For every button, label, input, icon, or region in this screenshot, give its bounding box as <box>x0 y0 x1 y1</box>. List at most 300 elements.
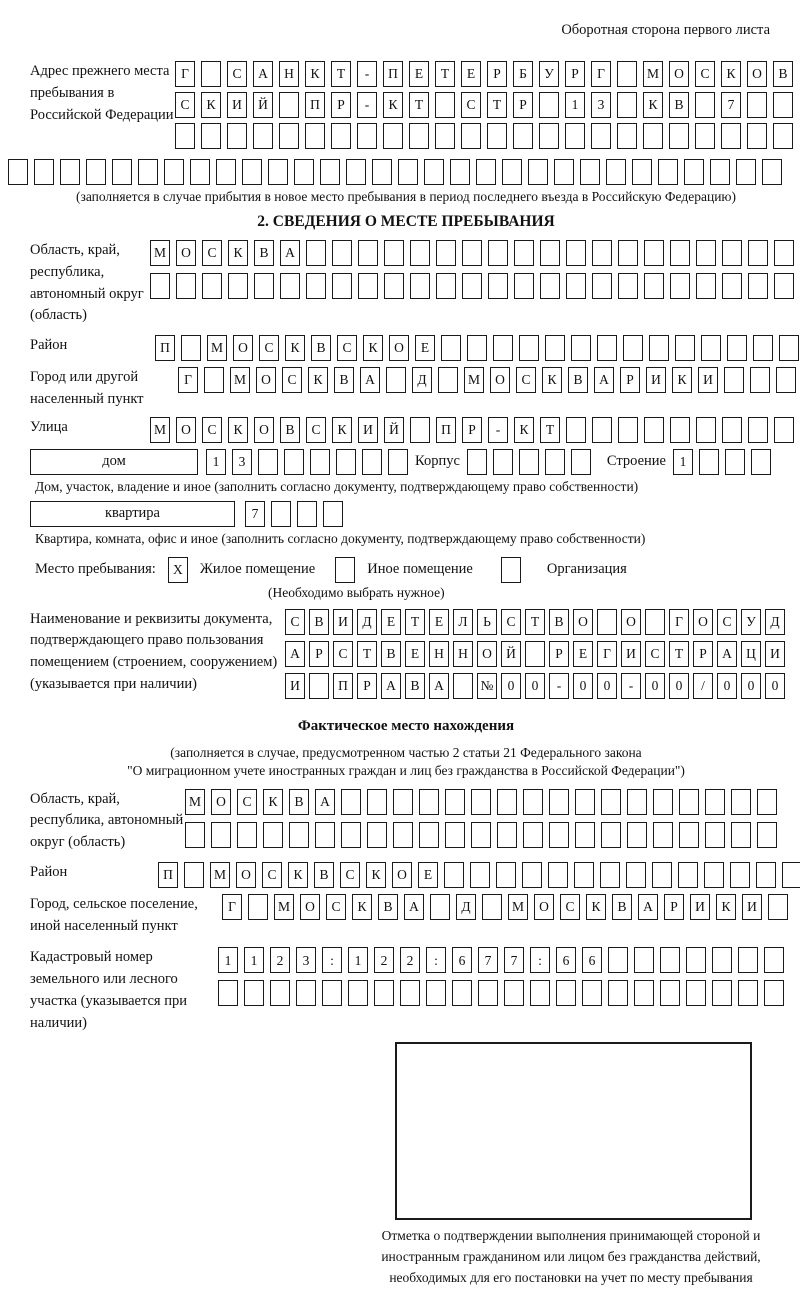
char-box: И <box>765 641 785 667</box>
char-box <box>580 159 600 185</box>
char-box <box>445 822 465 848</box>
char-box <box>606 159 626 185</box>
char-box: О <box>254 417 274 443</box>
char-box: С <box>333 641 353 667</box>
char-box: 0 <box>525 673 545 699</box>
char-box: С <box>695 61 715 87</box>
char-box: К <box>672 367 692 393</box>
char-box: 0 <box>669 673 689 699</box>
char-box <box>289 822 309 848</box>
char-box: С <box>340 862 360 888</box>
char-box <box>608 980 628 1006</box>
char-box <box>696 417 716 443</box>
char-box <box>478 980 498 1006</box>
char-box: М <box>230 367 250 393</box>
char-box: К <box>305 61 325 87</box>
char-box <box>493 449 513 475</box>
char-box <box>618 240 638 266</box>
char-box <box>497 822 517 848</box>
actual-city-field <box>30 894 792 938</box>
char-box <box>658 159 678 185</box>
char-box: Е <box>405 641 425 667</box>
char-box <box>523 822 543 848</box>
char-box <box>774 273 794 299</box>
stay-option-residential-checkbox: X <box>168 557 188 583</box>
stay-option-other-label: Иное помещение <box>367 561 473 577</box>
region-row-2 <box>150 273 794 299</box>
char-box: - <box>549 673 569 699</box>
char-box: К <box>285 335 305 361</box>
char-box: Д <box>357 609 377 635</box>
char-box <box>348 980 368 1006</box>
char-box <box>426 980 446 1006</box>
char-box: П <box>383 61 403 87</box>
char-box: С <box>282 367 302 393</box>
document-row-3 <box>285 673 785 699</box>
char-box <box>372 159 392 185</box>
char-box: В <box>568 367 588 393</box>
char-box: : <box>322 947 342 973</box>
char-box: В <box>254 240 274 266</box>
char-box <box>253 123 273 149</box>
char-box <box>419 789 439 815</box>
char-box: М <box>207 335 227 361</box>
char-box: К <box>308 367 328 393</box>
char-box: В <box>773 61 793 87</box>
char-box: А <box>253 61 273 87</box>
char-box: П <box>436 417 456 443</box>
char-box: Л <box>453 609 473 635</box>
char-box <box>487 123 507 149</box>
char-box: 7 <box>721 92 741 118</box>
char-box: С <box>516 367 536 393</box>
char-box: В <box>289 789 309 815</box>
char-box: К <box>643 92 663 118</box>
district-row <box>155 335 799 361</box>
char-box: Р <box>331 92 351 118</box>
prev-address-row-1 <box>175 61 793 87</box>
char-box: / <box>693 673 713 699</box>
char-box <box>730 862 750 888</box>
cadastral-label: Кадастровый номер земельного или лесного участка (указывается при наличии) <box>30 949 187 1031</box>
char-box <box>623 335 643 361</box>
char-box <box>540 240 560 266</box>
char-box <box>488 273 508 299</box>
char-box: К <box>228 240 248 266</box>
char-box: Г <box>222 894 242 920</box>
char-box <box>608 947 628 973</box>
char-box <box>502 159 522 185</box>
char-box <box>296 980 316 1006</box>
char-box <box>670 240 690 266</box>
region-label: Область, край, республика, автономный округ (область) <box>30 242 144 324</box>
char-box <box>410 273 430 299</box>
char-box <box>724 367 744 393</box>
actual-city-label: Город, сельское поселение, иной населенный пункт <box>30 895 198 934</box>
char-box <box>409 123 429 149</box>
char-box <box>617 92 637 118</box>
char-box: Р <box>664 894 684 920</box>
char-box <box>748 240 768 266</box>
prev-address-row-2 <box>175 92 793 118</box>
char-box <box>539 92 559 118</box>
apartment-labelbox: квартира <box>30 501 235 527</box>
char-box <box>331 123 351 149</box>
char-box: П <box>158 862 178 888</box>
char-box <box>721 123 741 149</box>
char-box <box>582 980 602 1006</box>
char-box: А <box>717 641 737 667</box>
char-box <box>358 273 378 299</box>
char-box: 1 <box>206 449 226 475</box>
char-box: 0 <box>717 673 737 699</box>
stamp-area <box>395 1042 752 1220</box>
char-box <box>280 273 300 299</box>
char-box <box>645 609 665 635</box>
char-box <box>471 789 491 815</box>
char-box <box>398 159 418 185</box>
char-box <box>545 449 565 475</box>
char-box <box>320 159 340 185</box>
char-box: М <box>508 894 528 920</box>
char-box: С <box>306 417 326 443</box>
char-box <box>644 240 664 266</box>
char-box: Т <box>525 609 545 635</box>
char-box <box>597 335 617 361</box>
char-box <box>258 449 278 475</box>
char-box: В <box>405 673 425 699</box>
char-box: И <box>227 92 247 118</box>
char-box: Р <box>462 417 482 443</box>
char-box <box>436 240 456 266</box>
char-box <box>699 449 719 475</box>
actual-district-field <box>30 862 792 888</box>
actual-location-caption-2: "О миграционном учете иностранных граждан и лиц без гражданства в Российской Федерации") <box>127 762 685 778</box>
char-box <box>554 159 574 185</box>
char-box: С <box>237 789 257 815</box>
char-box: 6 <box>556 947 576 973</box>
char-box: Й <box>501 641 521 667</box>
char-box <box>597 609 617 635</box>
char-box: № <box>477 673 497 699</box>
char-box <box>696 240 716 266</box>
char-box <box>357 123 377 149</box>
char-box: И <box>646 367 666 393</box>
char-box: К <box>542 367 562 393</box>
prev-address-rows <box>175 61 793 154</box>
char-box <box>279 92 299 118</box>
char-box <box>574 862 594 888</box>
char-box <box>725 449 745 475</box>
char-box <box>358 240 378 266</box>
char-box <box>336 449 356 475</box>
char-box <box>279 123 299 149</box>
char-box <box>776 367 796 393</box>
char-box <box>618 417 638 443</box>
char-box <box>323 501 343 527</box>
char-box: 2 <box>270 947 290 973</box>
char-box: С <box>560 894 580 920</box>
char-box <box>617 61 637 87</box>
char-box: С <box>337 335 357 361</box>
char-box <box>774 417 794 443</box>
char-box: У <box>539 61 559 87</box>
char-box: К <box>383 92 403 118</box>
char-box <box>496 862 516 888</box>
char-box: И <box>621 641 641 667</box>
prev-address-label: Адрес прежнего места пребывания в Российской Федерации <box>30 63 174 123</box>
char-box <box>237 822 257 848</box>
char-box: Т <box>331 61 351 87</box>
char-box: Ь <box>477 609 497 635</box>
char-box: О <box>176 240 196 266</box>
char-box <box>470 862 490 888</box>
char-box: 2 <box>400 947 420 973</box>
char-box: 1 <box>673 449 693 475</box>
region-field <box>30 240 792 327</box>
char-box <box>410 240 430 266</box>
section2-title: 2. СВЕДЕНИЯ О МЕСТЕ ПРЕБЫВАНИЯ <box>257 213 555 230</box>
char-box: Т <box>487 92 507 118</box>
char-box: Е <box>381 609 401 635</box>
char-box: В <box>334 367 354 393</box>
char-box <box>315 822 335 848</box>
char-box <box>435 92 455 118</box>
char-box: О <box>693 609 713 635</box>
actual-location-title: Фактическое место нахождения <box>297 717 515 734</box>
char-box: Р <box>549 641 569 667</box>
char-box <box>601 822 621 848</box>
char-box: 6 <box>452 947 472 973</box>
document-row-2 <box>285 641 785 667</box>
char-box <box>756 862 776 888</box>
char-box: 1 <box>218 947 238 973</box>
char-box <box>571 449 591 475</box>
korpus-label: Корпус <box>415 453 460 469</box>
char-box <box>244 980 264 1006</box>
char-box <box>670 417 690 443</box>
char-box <box>751 449 771 475</box>
char-box <box>519 449 539 475</box>
char-box <box>488 240 508 266</box>
char-box: Б <box>513 61 533 87</box>
char-box <box>779 335 799 361</box>
char-box <box>626 862 646 888</box>
char-box <box>294 159 314 185</box>
house-number-boxes <box>206 449 408 475</box>
char-box <box>393 822 413 848</box>
char-box: У <box>741 609 761 635</box>
char-box: 1 <box>348 947 368 973</box>
char-box <box>548 862 568 888</box>
char-box <box>332 240 352 266</box>
document-row-1 <box>285 609 785 635</box>
char-box <box>248 894 268 920</box>
char-box <box>764 980 784 1006</box>
char-box <box>634 947 654 973</box>
char-box <box>201 61 221 87</box>
char-box <box>644 417 664 443</box>
char-box: М <box>150 240 170 266</box>
char-box: Е <box>415 335 435 361</box>
char-box <box>566 273 586 299</box>
char-box <box>522 862 542 888</box>
actual-district-label: Район <box>30 863 68 880</box>
char-box: Е <box>573 641 593 667</box>
char-box: В <box>311 335 331 361</box>
char-box: О <box>669 61 689 87</box>
char-box: В <box>314 862 334 888</box>
char-box <box>86 159 106 185</box>
char-box <box>341 822 361 848</box>
char-box <box>513 123 533 149</box>
char-box: Е <box>429 609 449 635</box>
street-row <box>150 417 794 443</box>
stay-option-residential-label: Жилое помещение <box>199 561 316 577</box>
char-box: Д <box>456 894 476 920</box>
char-box: А <box>429 673 449 699</box>
char-box: С <box>717 609 737 635</box>
char-box <box>727 335 747 361</box>
char-box: Т <box>669 641 689 667</box>
char-box: С <box>259 335 279 361</box>
house-labelbox: дом <box>30 449 198 475</box>
char-box: Н <box>453 641 473 667</box>
char-box <box>201 123 221 149</box>
char-box <box>679 789 699 815</box>
char-box <box>686 947 706 973</box>
char-box <box>386 367 406 393</box>
char-box <box>284 449 304 475</box>
char-box <box>430 894 450 920</box>
char-box <box>202 273 222 299</box>
char-box <box>627 822 647 848</box>
char-box <box>185 822 205 848</box>
char-box <box>571 335 591 361</box>
char-box <box>634 980 654 1006</box>
house-row <box>30 449 792 475</box>
char-box <box>268 159 288 185</box>
char-box: - <box>357 92 377 118</box>
char-box: М <box>464 367 484 393</box>
char-box <box>592 417 612 443</box>
char-box <box>493 335 513 361</box>
char-box: И <box>285 673 305 699</box>
char-box: О <box>477 641 497 667</box>
char-box: А <box>638 894 658 920</box>
char-box <box>701 335 721 361</box>
char-box <box>388 449 408 475</box>
char-box: М <box>210 862 230 888</box>
char-box: Ц <box>741 641 761 667</box>
stroenie-boxes <box>673 449 771 475</box>
char-box: В <box>381 641 401 667</box>
char-box <box>753 335 773 361</box>
char-box: 7 <box>478 947 498 973</box>
char-box: 0 <box>741 673 761 699</box>
char-box: : <box>530 947 550 973</box>
char-box <box>748 273 768 299</box>
char-box <box>684 159 704 185</box>
char-box: Е <box>418 862 438 888</box>
char-box <box>670 273 690 299</box>
char-box <box>504 980 524 1006</box>
char-box: К <box>514 417 534 443</box>
char-box <box>482 894 502 920</box>
char-box <box>190 159 210 185</box>
char-box <box>710 159 730 185</box>
house-caption: Дом, участок, владение и иное (заполнить согласно документу, подтверждающему право собственности) <box>35 478 639 494</box>
char-box: Н <box>279 61 299 87</box>
char-box: О <box>233 335 253 361</box>
char-box <box>695 92 715 118</box>
char-box: К <box>716 894 736 920</box>
stay-type-label: Место пребывания: <box>35 561 156 577</box>
char-box <box>679 822 699 848</box>
apartment-caption: Квартира, комната, офис и иное (заполнить согласно документу, подтверждающему право собственности) <box>35 530 646 546</box>
char-box <box>601 789 621 815</box>
street-field <box>30 417 792 443</box>
char-box: П <box>155 335 175 361</box>
char-box: О <box>490 367 510 393</box>
char-box: С <box>202 417 222 443</box>
district-label: Район <box>30 337 68 353</box>
char-box <box>722 417 742 443</box>
char-box: И <box>333 609 353 635</box>
char-box: О <box>211 789 231 815</box>
char-box: И <box>698 367 718 393</box>
char-box <box>211 822 231 848</box>
char-box <box>705 822 725 848</box>
char-box: П <box>305 92 325 118</box>
char-box <box>332 273 352 299</box>
char-box: 0 <box>645 673 665 699</box>
char-box <box>660 947 680 973</box>
char-box <box>528 159 548 185</box>
char-box <box>592 273 612 299</box>
char-box: О <box>389 335 409 361</box>
char-box <box>306 240 326 266</box>
char-box: К <box>332 417 352 443</box>
char-box <box>738 947 758 973</box>
prev-address-caption: (заполняется в случае прибытия в новое место пребывания в период последнего въезда в Российскую Федерацию) <box>75 189 737 204</box>
char-box <box>410 417 430 443</box>
char-box <box>227 123 247 149</box>
char-box <box>565 123 585 149</box>
char-box <box>60 159 80 185</box>
stay-option-organization-label: Организация <box>546 561 627 577</box>
char-box: - <box>357 61 377 87</box>
char-box <box>514 273 534 299</box>
actual-location-caption-1: (заполняется в случае, предусмотренном частью 2 статьи 21 Федерального закона <box>170 744 642 760</box>
char-box: В <box>280 417 300 443</box>
char-box: К <box>228 417 248 443</box>
header-note: Оборотная сторона первого листа <box>561 22 770 38</box>
char-box <box>736 159 756 185</box>
char-box: Г <box>175 61 195 87</box>
char-box <box>773 92 793 118</box>
char-box <box>438 367 458 393</box>
char-box <box>216 159 236 185</box>
char-box: Р <box>357 673 377 699</box>
char-box: Е <box>461 61 481 87</box>
char-box <box>757 789 777 815</box>
char-box <box>393 789 413 815</box>
char-box: Й <box>384 417 404 443</box>
char-box <box>764 947 784 973</box>
cadastral-row-2 <box>218 980 784 1006</box>
char-box <box>523 789 543 815</box>
